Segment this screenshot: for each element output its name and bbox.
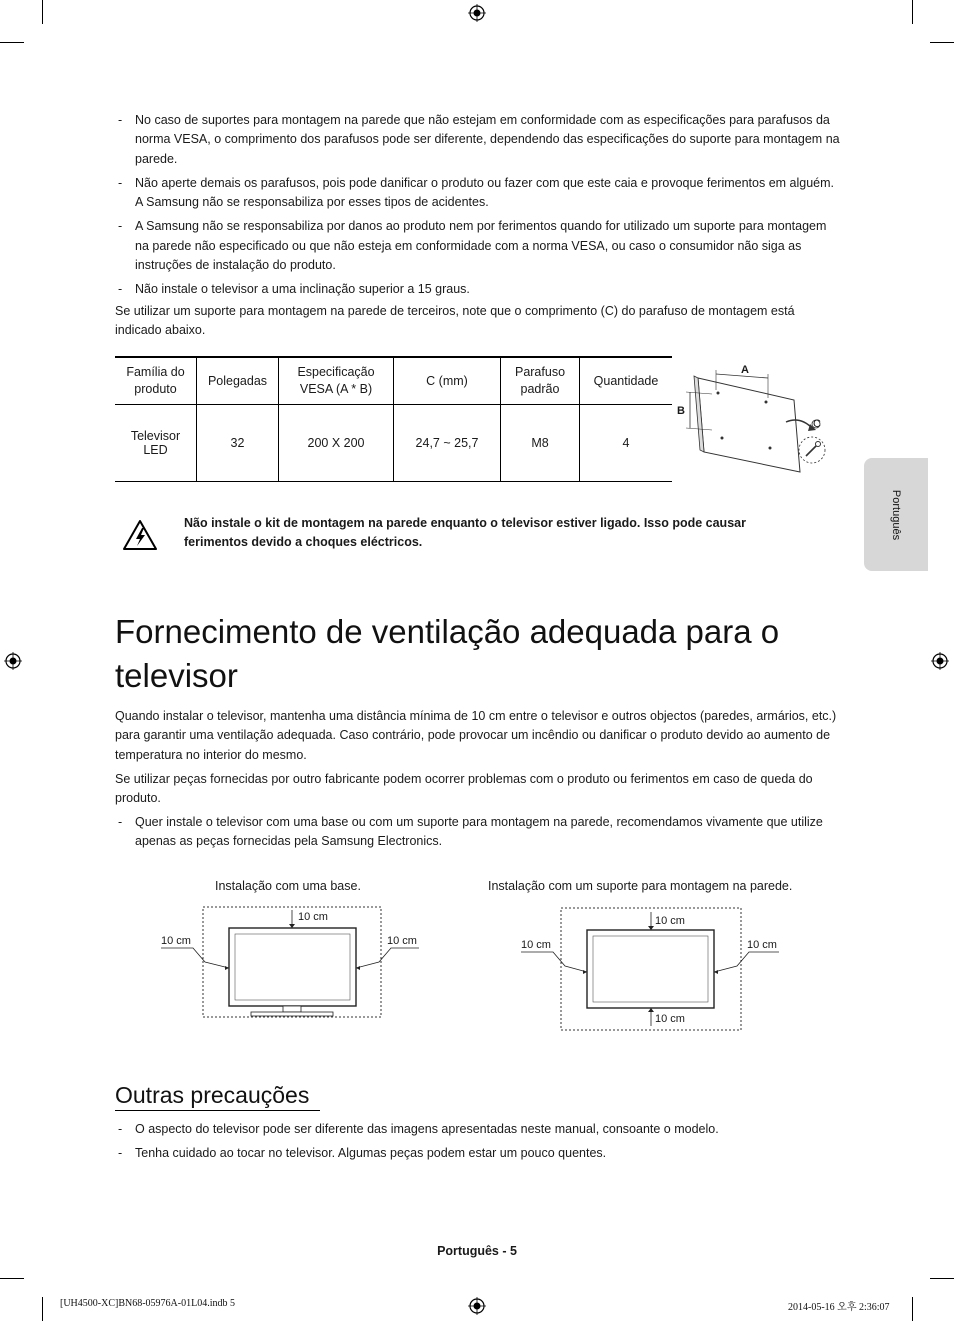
stand-clearance-diagram	[155, 900, 425, 1020]
column-header: Especificação VESA (A * B)	[279, 357, 394, 405]
note-text: O aspecto do televisor pode ser diferente das imagens apresentadas neste manual, consoante o modelo.	[135, 1122, 719, 1136]
table-cell: 24,7 ~ 25,7	[394, 405, 501, 482]
title-underline	[115, 1110, 320, 1111]
registration-mark-icon	[931, 652, 949, 670]
column-header: C (mm)	[394, 357, 501, 405]
diagram-label-b: B	[677, 405, 685, 417]
list-item: - Não instale o televisor a uma inclinação superior a 15 graus.	[118, 282, 470, 297]
list-item: - O aspecto do televisor pode ser diferente das imagens apresentadas neste manual, consoante o modelo.	[118, 1122, 719, 1136]
section-paragraph: Quando instalar o televisor, mantenha uma distância mínima de 10 cm entre o televisor e outros objectos (paredes, armários, etc.) para garantir uma ventilação adequada. Caso contrário, pode provocar um incêndio ou danificar o produto devido ao aumento de temperatura no interior do mesmo.	[115, 709, 837, 762]
wall-mount-diagram	[674, 360, 838, 478]
print-timestamp: 2014-05-16 오후 2:36:07	[788, 1302, 890, 1313]
table-cell: 4	[580, 405, 673, 482]
note-text: No caso de suportes para montagem na parede que não estejam em conformidade com as especificações para parafusos da norma VESA, o comprimento dos parafusos pode ser diferente, dependendo das especificações do suporte para montagem na parede.	[135, 113, 840, 166]
note-text: Quer instale o televisor com uma base ou com um suporte para montagem na parede, recomendamos vivamente que utilize apenas as peças fornecidas pela Samsung Electronics.	[135, 815, 823, 849]
note-text: A Samsung não se responsabiliza por danos ao produto nem por ferimentos quando for utilizado um suporte para montagem na parede não especificado ou que não esteja em conformidade com a norma VESA, ou caso o consumidor não siga as instruções de instalação do produto.	[135, 219, 827, 273]
crop-mark	[0, 1278, 24, 1279]
column-header: Família do produto	[115, 357, 197, 405]
mount-notes-list	[115, 111, 840, 305]
table-header-row	[115, 357, 672, 405]
stand-left-clearance-label: 10 cm	[161, 935, 191, 947]
vesa-spec-table	[115, 356, 672, 482]
table-cell: M8	[501, 405, 580, 482]
column-header: Polegadas	[197, 357, 279, 405]
list-item: - A Samsung não se responsabiliza por danos ao produto nem por ferimentos quando for utilizado um suporte para montagem na parede não especificado ou que não esteja em conformidade com a norma VESA, ou caso o consumidor não siga as instruções de instalação do produto.	[118, 219, 827, 273]
note-text: Não instale o televisor a uma inclinação superior a 15 graus.	[135, 282, 470, 297]
file-slug: [UH4500-XC]BN68-05976A-01L04.indb 5	[60, 1298, 235, 1309]
crop-mark	[0, 42, 24, 43]
wall-top-clearance-label: 10 cm	[655, 915, 685, 927]
wall-left-clearance-label: 10 cm	[521, 939, 551, 951]
registration-mark-icon	[468, 4, 486, 22]
wall-right-clearance-label: 10 cm	[747, 939, 777, 951]
table-cell: Televisor LED	[115, 405, 197, 482]
stand-right-clearance-label: 10 cm	[387, 935, 417, 947]
page-number: Português - 5	[437, 1244, 517, 1258]
list-item: - No caso de suportes para montagem na parede que não estejam em conformidade com as especificações para parafusos da norma VESA, o comprimento dos parafusos pode ser diferente, dependendo das especificações do suporte para montagem na parede.	[118, 113, 840, 166]
section-paragraph: Se utilizar peças fornecidas por outro fabricante podem ocorrer problemas com o produto ou ferimentos em caso de queda do produto.	[115, 772, 813, 806]
crop-mark	[42, 0, 43, 24]
diagram-label-a: A	[741, 364, 749, 376]
electric-warning-icon	[122, 518, 158, 552]
crop-mark	[42, 1297, 43, 1321]
registration-mark-icon	[468, 1297, 486, 1315]
table-row	[115, 405, 672, 482]
wall-bottom-clearance-label: 10 cm	[655, 1013, 685, 1025]
section-title: Fornecimento de ventilação adequada para o televisor	[115, 613, 780, 694]
side-tab-label: Português	[890, 489, 902, 540]
wall-clearance-diagram	[515, 904, 785, 1032]
registration-mark-icon	[4, 652, 22, 670]
crop-mark	[912, 0, 913, 24]
column-header: Parafuso padrão	[501, 357, 580, 405]
table-cell: 32	[197, 405, 279, 482]
table-cell: 200 X 200	[279, 405, 394, 482]
stand-top-clearance-label: 10 cm	[298, 911, 328, 923]
note-text: Tenha cuidado ao tocar no televisor. Algumas peças podem estar um pouco quentes.	[135, 1146, 607, 1161]
list-item: - Não aperte demais os parafusos, pois pode danificar o produto ou fazer com que este caia e provoque ferimentos em alguém. A Samsung não se responsabiliza por esses tipos de acidentes.	[118, 175, 835, 210]
other-notes-list	[115, 1120, 840, 1169]
crop-mark	[930, 42, 954, 43]
note-text: Não aperte demais os parafusos, pois pode danificar o produto ou fazer com que este caia e provoque ferimentos em alguém. A Samsung não se responsabiliza por esses tipos de acidentes.	[135, 175, 835, 210]
section-notes-list	[115, 813, 840, 857]
wall-diagram-caption: Instalação com um suporte para montagem na parede.	[488, 879, 793, 893]
crop-mark	[930, 1278, 954, 1279]
stand-diagram-caption: Instalação com uma base.	[215, 879, 361, 893]
diagram-label-c: C	[813, 418, 821, 430]
third-party-note: Se utilizar um suporte para montagem na parede de terceiros, note que o comprimento (C) do parafuso de montagem está indicado abaixo.	[115, 304, 795, 338]
list-item: - Tenha cuidado ao tocar no televisor. Algumas peças podem estar um pouco quentes.	[118, 1146, 607, 1161]
list-item: - Quer instale o televisor com uma base ou com um suporte para montagem na parede, recomendamos vivamente que utilize apenas as peças fornecidas pela Samsung Electronics.	[118, 815, 823, 849]
warning-text: Não instale o kit de montagem na parede enquanto o televisor estiver ligado. Isso pode causar ferimentos devido a choques eléctricos.	[184, 516, 746, 550]
subsection-title: Outras precauções	[115, 1082, 310, 1108]
crop-mark	[912, 1297, 913, 1321]
column-header: Quantidade	[580, 357, 673, 405]
language-side-tab	[864, 458, 928, 571]
